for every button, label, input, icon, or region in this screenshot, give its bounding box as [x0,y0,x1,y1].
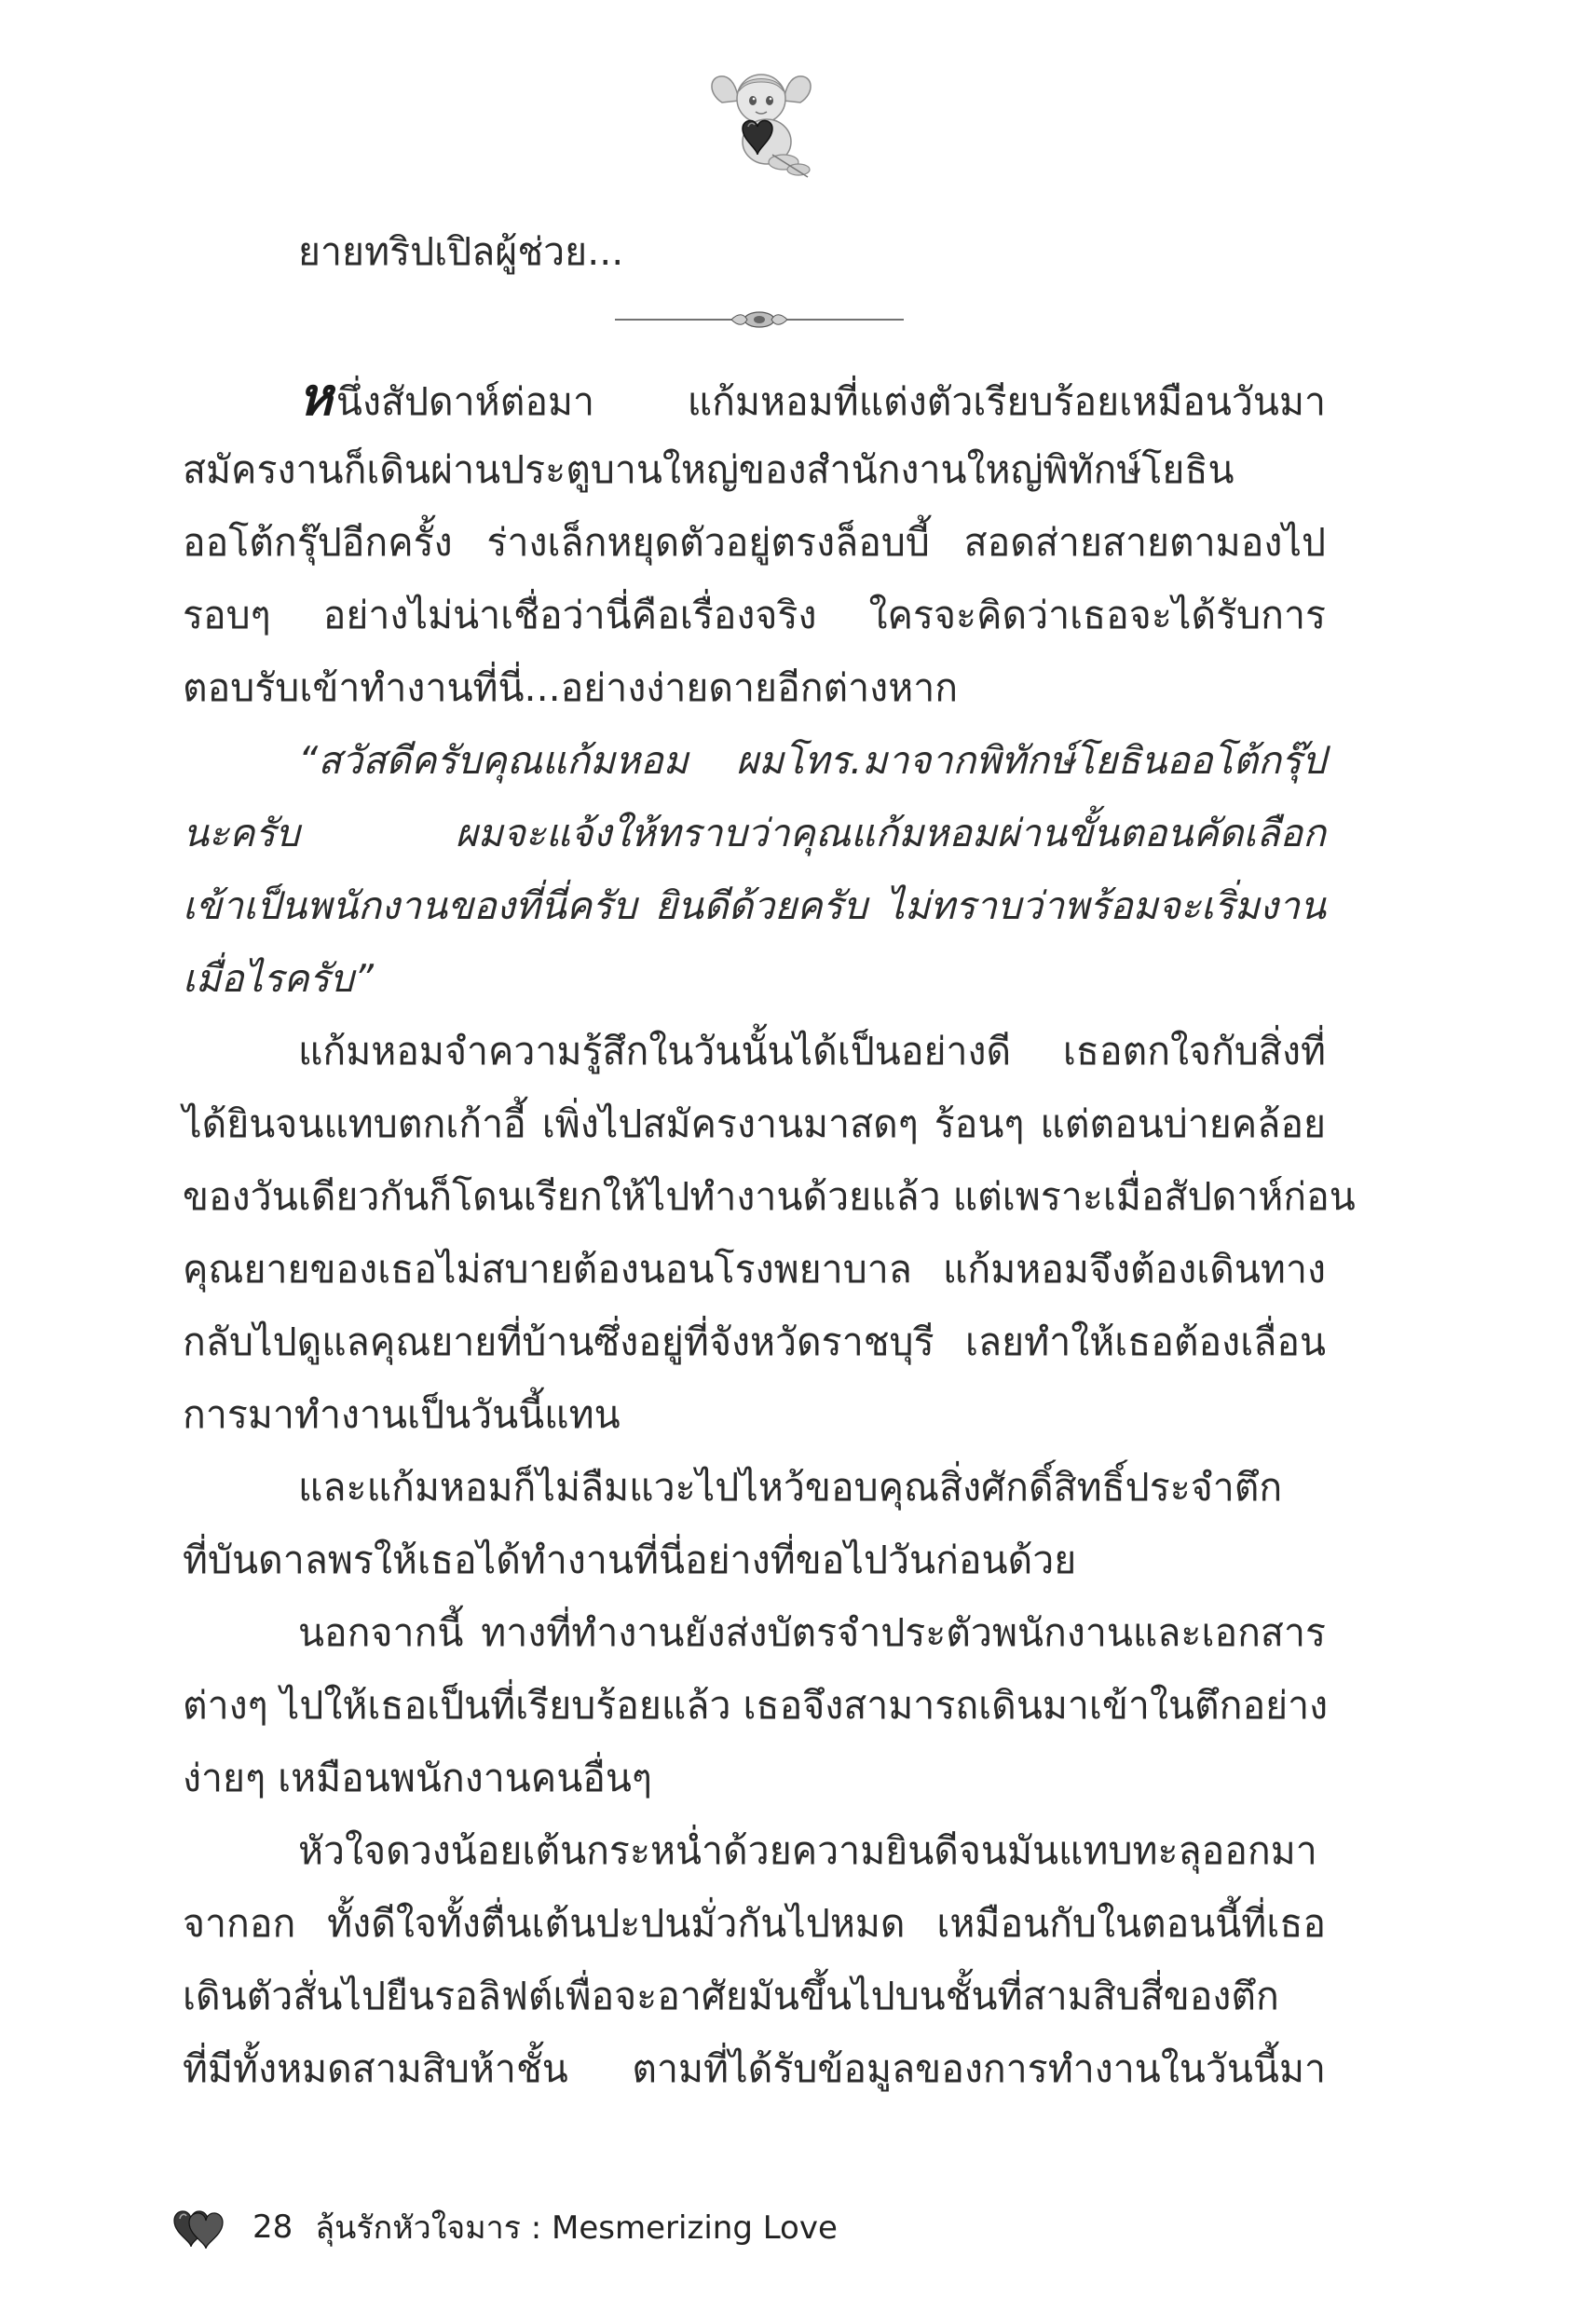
paragraph-3-line-2: ได้ยินจนแทบตกเก้าอี้ เพิ่งไปสมัครงานมาสดๆ ร้อนๆ แต่ตอนบ่ายคล้อย [183,1101,1326,1146]
paragraph-1-line-1-text: นึ่งสัปดาห์ต่อมา แก้มหอมที่แต่งตัวเรียบร้อยเหมือนวันมา [335,379,1326,424]
paragraph-5-line-3: ง่ายๆ เหมือนพนักงานคนอื่นๆ [183,1756,652,1800]
paragraph-3-line-5: กลับไปดูแลคุณยายที่บ้านซึ่งอยู่ที่จังหวัดราชบุรี เลยทำให้เธอต้องเลื่อน [183,1320,1326,1364]
paragraph-1-line-2: สมัครงานก็เดินผ่านประตูบานใหญ่ของสำนักงานใหญ่พิทักษ์โยธิน [183,447,1235,492]
paragraph-3-line-4: คุณยายของเธอไม่สบายต้องนอนโรงพยาบาล แก้มหอมจึงต้องเดินทาง [183,1247,1326,1292]
twin-hearts-icon [171,2204,226,2250]
quote-line-3: เข้าเป็นพนักงานของที่นี่ครับ ยินดีด้วยครับ ไม่ทราบว่าพร้อมจะเริ่มงาน [183,883,1326,928]
quote-line-4: เมื่อไรครับ” [183,956,375,1001]
paragraph-1-line-4: รอบๆ อย่างไม่น่าเชื่อว่านี่คือเรื่องจริง ใครจะคิดว่าเธอจะได้รับการ [183,593,1326,637]
paragraph-3-line-6: การมาทำงานเป็นวันนี้แทน [183,1392,621,1437]
ornamental-divider-icon [615,306,904,334]
paragraph-5-line-2: ต่างๆ ไปให้เธอเป็นที่เรียบร้อยแล้ว เธอจึงสามารถเดินมาเข้าในตึกอย่าง [183,1683,1329,1728]
paragraph-1-line-1 [298,366,1326,428]
book-title: ลุ้นรักหัวใจมาร : Mesmerizing Love [315,2209,838,2247]
cherub-holding-heart-icon [705,65,817,182]
quote-line-1: “สวัสดีครับคุณแก้มหอม ผมโทร.มาจากพิทักษ์โยธินออโต้กรุ๊ป [298,738,1326,783]
paragraph-3-line-3: ของวันเดียวกันก็โดนเรียกให้ไปทำงานด้วยแล้ว แต่เพราะเมื่อสัปดาห์ก่อน [183,1174,1356,1219]
page-footer [171,2199,838,2255]
page-number: 28 [252,2208,293,2246]
paragraph-1-line-5: ตอบรับเข้าทำงานที่นี่...อย่างง่ายดายอีกต่างหาก [183,665,959,710]
paragraph-5-line-1: นอกจากนี้ ทางที่ทำงานยังส่งบัตรจำประตัวพนักงานและเอกสาร [298,1610,1326,1655]
paragraph-6-line-4: ที่มีทั้งหมดสามสิบห้าชั้น ตามที่ได้รับข้อมูลของการทำงานในวันนี้มา [183,2046,1326,2091]
opening-line: ยายทริปเปิลผู้ช่วย... [298,229,624,274]
paragraph-3-line-1: แก้มหอมจำความรู้สึกในวันนั้นได้เป็นอย่างดี เธอตกใจกับสิ่งที่ [298,1029,1326,1073]
paragraph-6-line-2: จากอก ทั้งดีใจทั้งตื่นเต้นปะปนมั่วกันไปหมด เหมือนกับในตอนนี้ที่เธอ [183,1901,1326,1946]
quote-line-2: นะครับ ผมจะแจ้งให้ทราบว่าคุณแก้มหอมผ่านขั้นตอนคัดเลือก [183,811,1326,855]
paragraph-4-line-2: ที่บันดาลพรให้เธอได้ทำงานที่นี่อย่างที่ขอไปวันก่อนด้วย [183,1538,1077,1582]
paragraph-4-line-1: และแก้มหอมก็ไม่ลืมแวะไปไหว้ขอบคุณสิ่งศักดิ์สิทธิ์ประจำตึก [298,1465,1283,1510]
paragraph-6-line-3: เดินตัวสั่นไปยืนรอลิฟต์เพื่อจะอาศัยมันขึ้นไปบนชั้นที่สามสิบสี่ของตึก [183,1974,1279,2018]
drop-cap: ห [298,366,333,428]
paragraph-6-line-1: หัวใจดวงน้อยเต้นกระหน่ำด้วยความยินดีจนมันแทบทะลุออกมา [298,1828,1317,1873]
paragraph-1-line-3: ออโต้กรุ๊ปอีกครั้ง ร่างเล็กหยุดตัวอยู่ตรงล็อบบี้ สอดส่ายสายตามองไป [183,520,1326,565]
